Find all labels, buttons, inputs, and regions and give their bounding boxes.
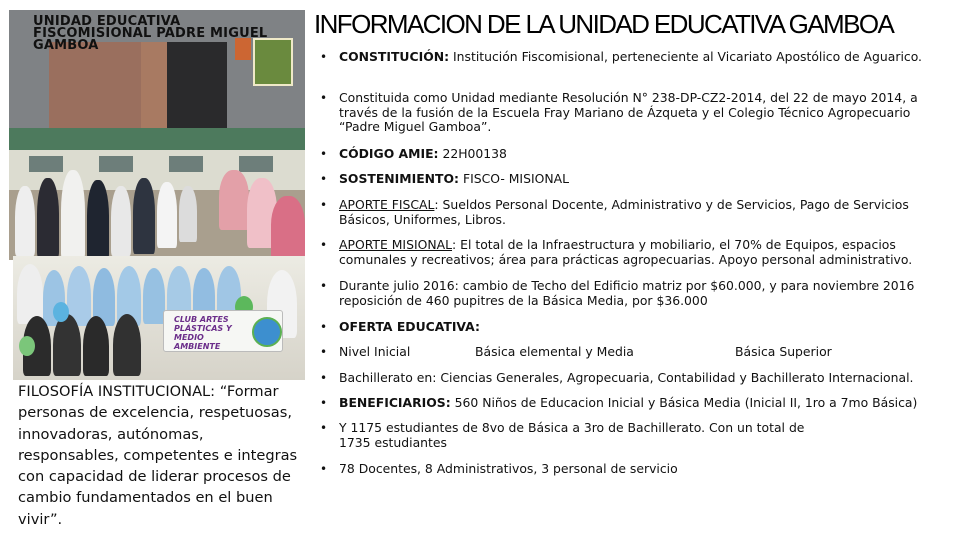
nivel-basica-superior: Básica Superior <box>735 344 832 359</box>
institutional-philosophy: FILOSOFÍA INSTITUCIONAL: “Formar personas de excelencia, respetuosas, innovadoras, autónomas, responsables, competentes e integras con capacidad de liderar procesos de cambio fundamentados en el buen vivir”. <box>18 383 298 528</box>
page-title: INFORMACION DE LA UNIDAD EDUCATIVA GAMBOA <box>314 9 894 39</box>
list-item-durante <box>320 279 940 308</box>
list-item-aporte-fiscal <box>320 198 940 227</box>
list-item-sostenimiento <box>320 172 940 187</box>
bullet-icon: • <box>320 172 328 186</box>
durante-text: Durante julio 2016: cambio de Techo del Edificio matriz por $60.000, y para noviembre 2016 reposición de 460 pupitres de la Básica Media, por $36.000 <box>339 278 915 308</box>
list-item-beneficiarios <box>320 396 940 411</box>
bullet-icon: • <box>320 345 328 359</box>
aporte-fiscal-label: APORTE FISCAL <box>339 197 435 212</box>
constitucion-label: CONSTITUCIÓN: <box>339 49 450 64</box>
school-building-photo <box>9 10 305 260</box>
constituida-text: Constituida como Unidad mediante Resolución N° 238-DP-CZ2-2014, del 22 de mayo 2014, a través de la fusión de la Escuela Fray Mariano de Ázqueta y el Colegio Técnico Agropecuario “Padre Miguel Gamboa”. <box>339 90 918 135</box>
list-item-estudiantes <box>320 421 940 450</box>
sostenimiento-text: FISCO- MISIONAL <box>459 171 570 186</box>
nivel-basica-elemental-media: Básica elemental y Media <box>475 344 634 359</box>
bullet-icon: • <box>320 198 328 212</box>
estudiantes-text: Y 1175 estudiantes de 8vo de Básica a 3ro de Bachillerato. Con un total de 1735 estudiantes <box>339 420 805 450</box>
bullet-icon: • <box>320 279 328 293</box>
bullet-icon: • <box>320 421 328 435</box>
list-item-constitucion <box>320 50 940 65</box>
bullet-icon: • <box>320 371 328 385</box>
bullet-icon: • <box>320 320 328 334</box>
club-banner-text: CLUB ARTES PLÁSTICAS Y MEDIO AMBIENTE <box>174 315 232 351</box>
bachillerato-text: Bachillerato en: Ciencias Generales, Agropecuaria, Contabilidad y Bachillerato Internacional. <box>339 370 914 385</box>
bullet-icon: • <box>320 147 328 161</box>
list-item-aporte-misional <box>320 238 940 267</box>
beneficiarios-label: BENEFICIARIOS: <box>339 395 451 410</box>
oferta-label: OFERTA EDUCATIVA: <box>339 319 480 334</box>
amie-text: 22H00138 <box>438 146 507 161</box>
list-item-amie <box>320 147 940 162</box>
amie-label: CÓDIGO AMIE: <box>339 146 439 161</box>
list-item-niveles <box>320 345 940 360</box>
list-item-bachillerato <box>320 371 940 386</box>
nivel-inicial: Nivel Inicial <box>339 344 411 359</box>
constitucion-text: Institución Fiscomisional, perteneciente al Vicariato Apostólico de Aguarico. <box>449 49 922 64</box>
list-item-constituida <box>320 91 940 135</box>
personal-text: 78 Docentes, 8 Administrativos, 3 personal de servicio <box>339 461 678 476</box>
bullet-icon: • <box>320 396 328 410</box>
aporte-fiscal-text: : Sueldos Personal Docente, Administrativo y de Servicios, Pago de Servicios Básicos, Uniformes, Libros. <box>339 197 909 227</box>
bullet-icon: • <box>320 462 328 476</box>
bullet-icon: • <box>320 50 328 64</box>
globe-icon <box>252 317 282 347</box>
sostenimiento-label: SOSTENIMIENTO: <box>339 171 459 186</box>
aporte-misional-text: : El total de la Infraestructura y mobiliario, el 70% de Equipos, espacios comunales y recreativos; área para prácticas agropecuarias. Apoyo personal administrativo. <box>339 237 913 267</box>
beneficiarios-text: 560 Niños de Educacion Inicial y Básica Media (Inicial II, 1ro a 7mo Básica) <box>450 395 918 410</box>
students-group-photo <box>13 256 305 380</box>
aporte-misional-label: APORTE MISIONAL <box>339 237 453 252</box>
bullet-icon: • <box>320 91 328 105</box>
list-item-personal <box>320 462 940 477</box>
bullet-icon: • <box>320 238 328 252</box>
school-sign-text: UNIDAD EDUCATIVA FISCOMISIONAL PADRE MIGUEL GAMBOA <box>33 14 268 53</box>
club-banner <box>163 310 283 352</box>
list-item-oferta <box>320 320 940 335</box>
